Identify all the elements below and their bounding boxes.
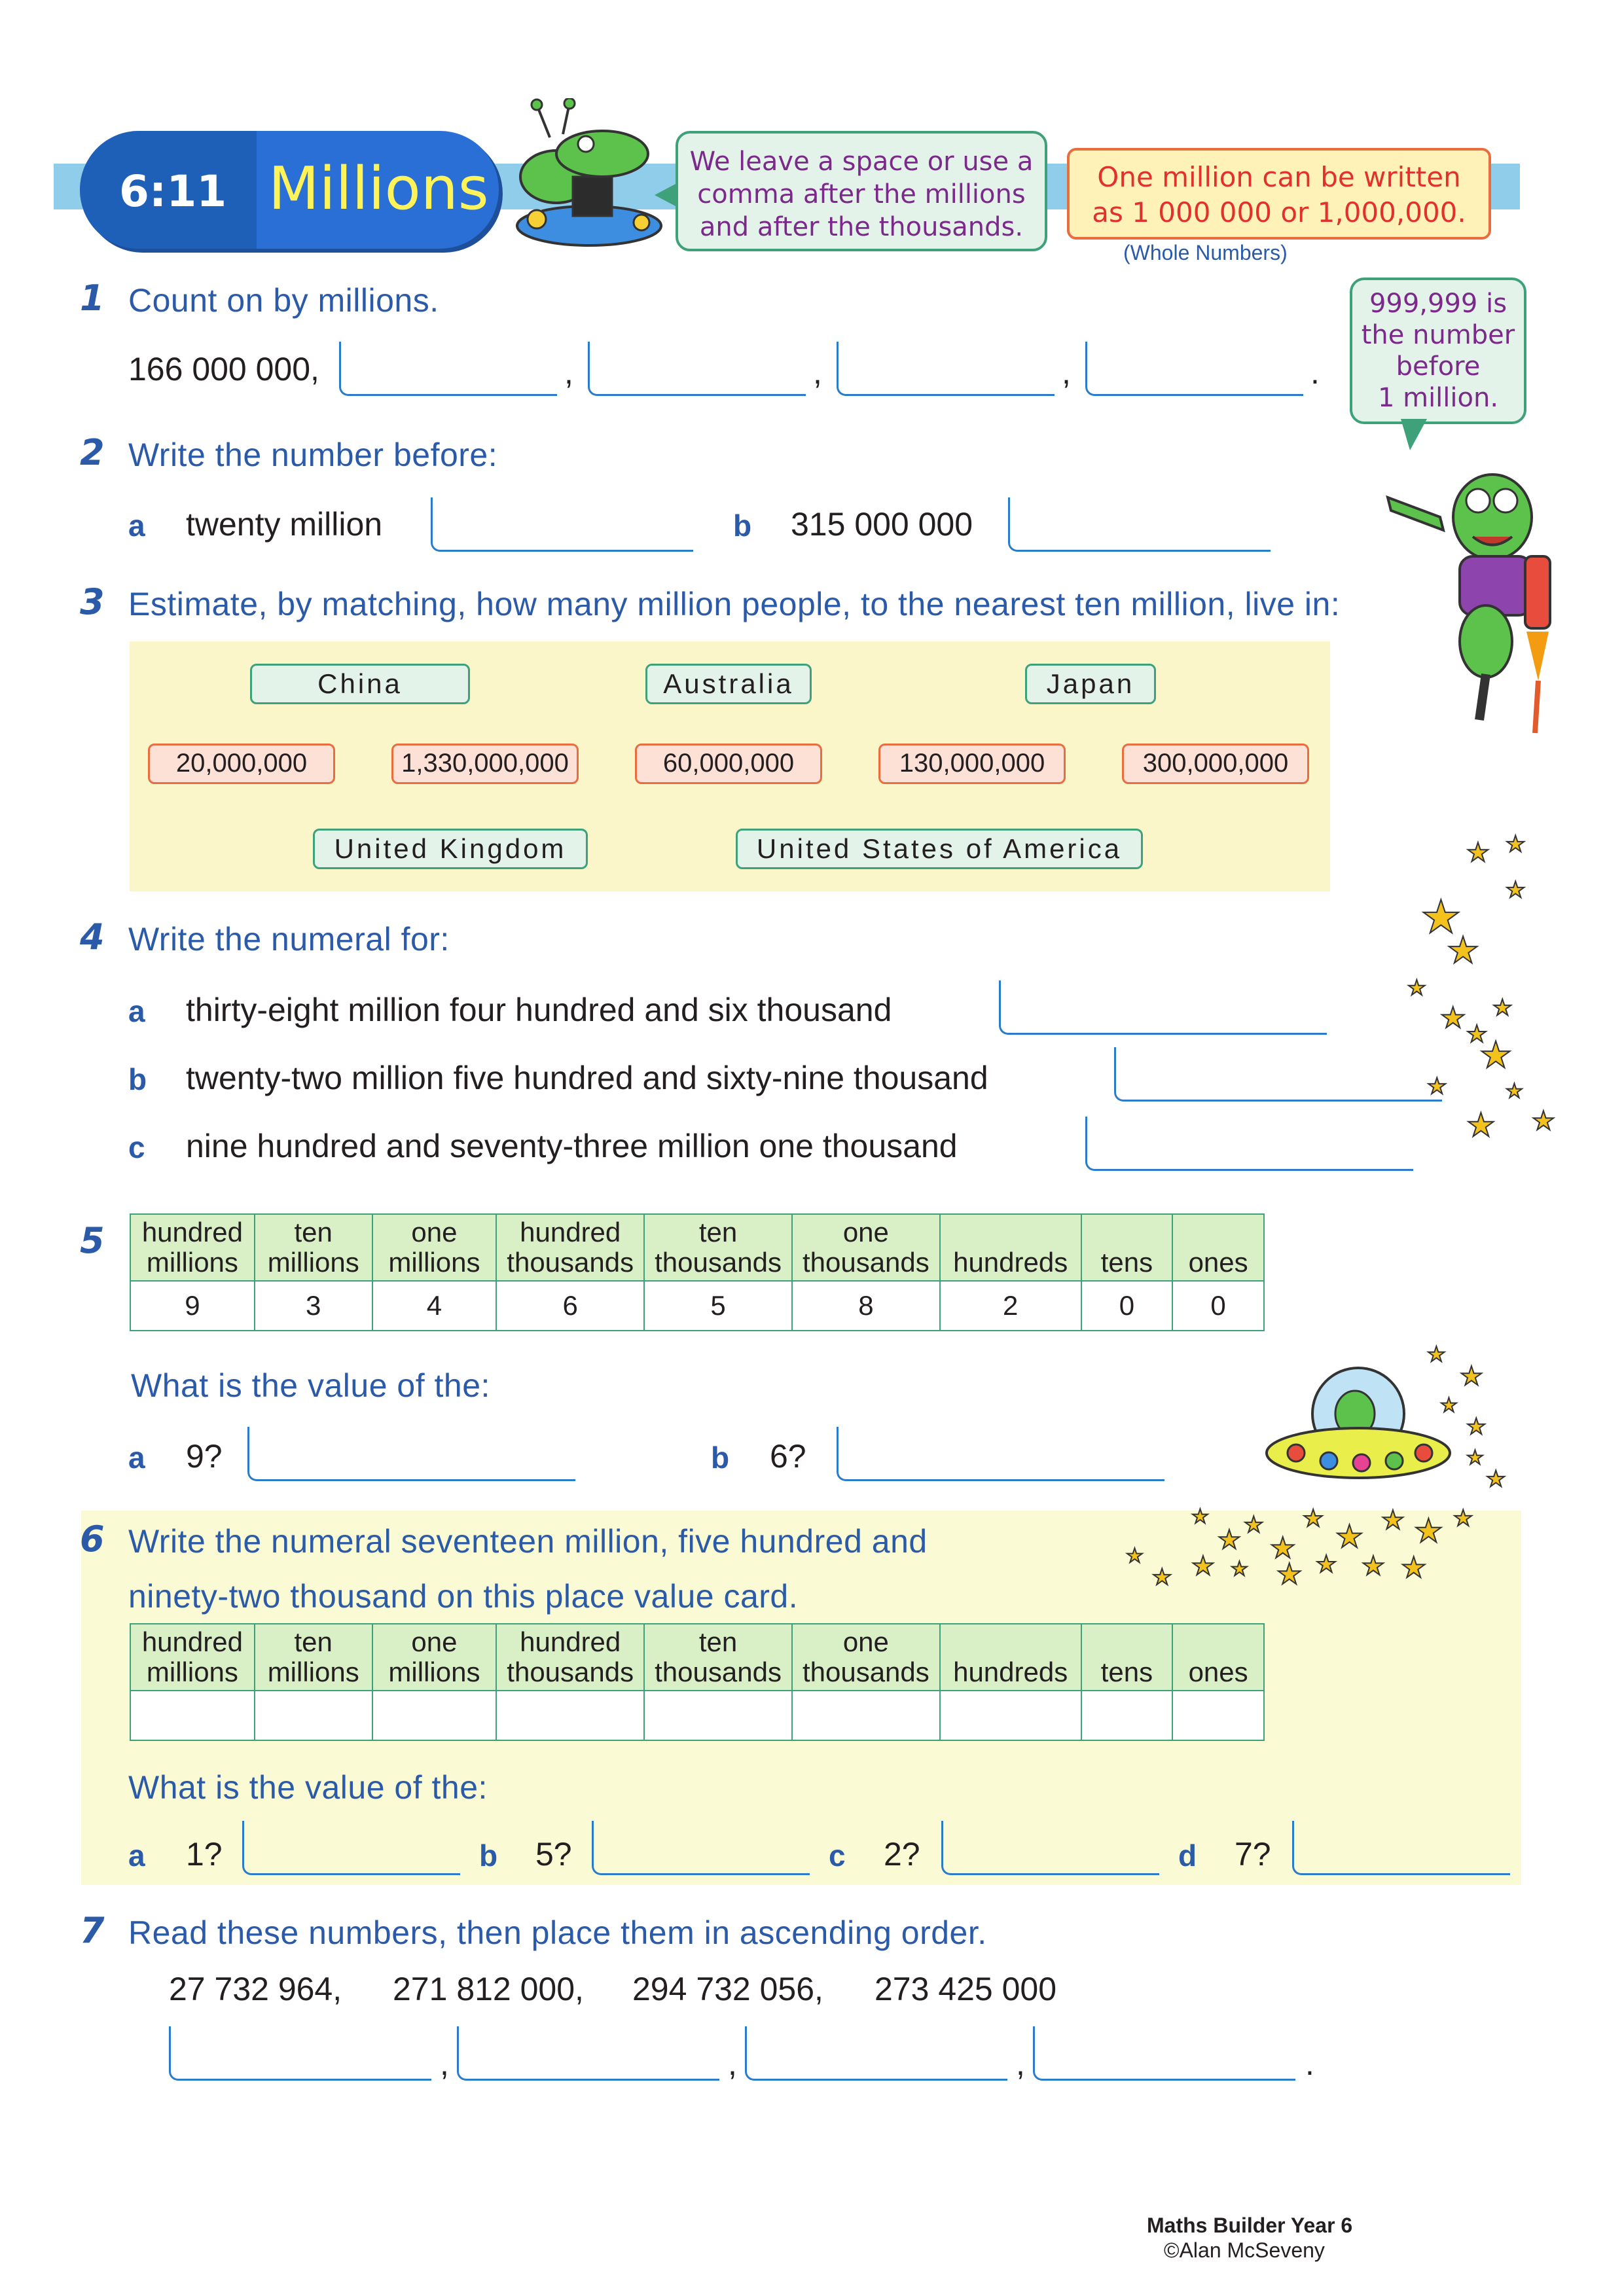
question-6-prompt-line1: Write the numeral seventeen million, five hundred and <box>128 1523 928 1560</box>
question-7-number: 7 <box>80 1910 105 1951</box>
q5-header-hundred-millions: hundred millions <box>130 1214 255 1281</box>
q6-header-hundred-millions: hundred millions <box>130 1624 255 1691</box>
star-icon: ★ <box>1506 831 1526 857</box>
q1-period: . <box>1310 354 1320 391</box>
side-tip-line2: the number <box>1361 320 1515 350</box>
q2-label-a: a <box>128 509 145 543</box>
star-icon: ★ <box>1420 890 1462 944</box>
q1-start-number: 166 000 000, <box>128 351 319 387</box>
star-icon: ★ <box>1506 877 1526 903</box>
q1-answer-box-3[interactable] <box>837 342 1055 396</box>
q6-answer-cell-8[interactable] <box>1081 1691 1173 1740</box>
q5-header-row <box>130 1214 1264 1281</box>
q6-header-one-thousands: one thousands <box>792 1624 940 1691</box>
side-tip-line3: before <box>1396 351 1481 382</box>
star-icon: ★ <box>1440 1001 1466 1035</box>
star-icon: ★ <box>1466 1106 1496 1144</box>
q6-answer-cell-1[interactable] <box>130 1691 255 1740</box>
q6-answer-cell-5[interactable] <box>644 1691 792 1740</box>
q6-answer-box-c[interactable] <box>941 1821 1159 1875</box>
side-tip-line1: 999,999 is <box>1369 289 1507 319</box>
q6-text-a: 1? <box>186 1836 223 1873</box>
q2-text-b: 315 000 000 <box>791 506 973 543</box>
star-icon: ★ <box>1407 975 1426 1000</box>
star-icon: ★ <box>1316 1551 1337 1578</box>
q5-digit-1: 9 <box>130 1281 255 1331</box>
question-4-number: 4 <box>80 916 105 958</box>
question-2-number: 2 <box>80 432 105 473</box>
q5-header-ten-millions: ten millions <box>255 1214 372 1281</box>
star-icon: ★ <box>1466 838 1490 868</box>
tip-box-million <box>1067 148 1491 240</box>
q7-comma-1: , <box>440 2045 449 2082</box>
q6-question: What is the value of the: <box>128 1769 488 1806</box>
star-icon: ★ <box>1453 1505 1473 1532</box>
q7-number-3: 294 732 056, <box>632 1971 823 2007</box>
q5-answer-box-b[interactable] <box>837 1427 1164 1481</box>
question-2-prompt: Write the number before: <box>128 437 498 473</box>
strand-label: (Whole Numbers) <box>1123 241 1288 264</box>
star-icon: ★ <box>1506 1080 1523 1103</box>
tip-bubble-separators <box>676 131 1047 251</box>
q6-text-b: 5? <box>535 1836 572 1873</box>
q6-answer-cell-4[interactable] <box>496 1691 644 1740</box>
q6-header-row <box>130 1624 1264 1691</box>
q6-header-hundreds: hundreds <box>940 1624 1081 1691</box>
star-icon: ★ <box>1303 1505 1324 1532</box>
q1-comma-3: , <box>1062 354 1071 391</box>
q4-text-c: nine hundred and seventy-three million one thousand <box>186 1128 958 1164</box>
q4-answer-box-a[interactable] <box>999 980 1327 1035</box>
q7-number-2: 271 812 000, <box>393 1971 584 2007</box>
star-icon: ★ <box>1218 1525 1241 1555</box>
q5-digit-row <box>130 1281 1264 1331</box>
q2-text-a: twenty million <box>186 506 383 543</box>
q6-label-b: b <box>479 1839 498 1873</box>
star-icon: ★ <box>1244 1512 1264 1538</box>
section-title: Millions <box>268 154 489 223</box>
q7-answer-box-2[interactable] <box>457 2026 719 2081</box>
q6-answer-cell-7[interactable] <box>940 1691 1081 1740</box>
q6-answer-box-a[interactable] <box>242 1821 460 1875</box>
q6-label-a: a <box>128 1839 145 1873</box>
q6-answer-box-b[interactable] <box>592 1821 810 1875</box>
q3-population-5[interactable]: 300,000,000 <box>1122 744 1309 784</box>
q3-country-australia[interactable]: Australia <box>645 664 812 704</box>
star-icon: ★ <box>1401 1551 1427 1585</box>
star-icon: ★ <box>1427 1342 1446 1367</box>
star-icon: ★ <box>1126 1545 1144 1568</box>
question-1-number: 1 <box>80 278 105 319</box>
q6-header-ten-thousands: ten thousands <box>644 1624 792 1691</box>
q4-label-c: c <box>128 1130 145 1164</box>
q7-number-1: 27 732 964, <box>169 1971 342 2007</box>
q5-digit-8: 0 <box>1081 1281 1173 1331</box>
q7-comma-3: , <box>1016 2045 1025 2082</box>
q7-answer-box-1[interactable] <box>169 2026 431 2081</box>
q6-text-d: 7? <box>1235 1836 1271 1873</box>
q4-label-b: b <box>128 1062 147 1096</box>
q6-answer-row <box>130 1691 1264 1740</box>
q5-header-hundred-thousands: hundred thousands <box>496 1214 644 1281</box>
side-tip-line4: 1 million. <box>1377 383 1499 413</box>
tip-left-line2: comma after the millions <box>697 179 1026 209</box>
q7-number-4: 273 425 000 <box>875 1971 1057 2007</box>
star-icon: ★ <box>1270 1532 1296 1565</box>
q3-country-china[interactable]: China <box>250 664 470 704</box>
question-3-number: 3 <box>80 581 105 622</box>
q3-country-uk[interactable]: United Kingdom <box>313 829 588 869</box>
star-icon: ★ <box>1381 1505 1405 1535</box>
q5-header-one-thousands: one thousands <box>792 1214 940 1281</box>
q6-answer-cell-9[interactable] <box>1172 1691 1264 1740</box>
q6-header-ten-millions: ten millions <box>255 1624 372 1691</box>
q5-question: What is the value of the: <box>131 1367 490 1404</box>
q5-text-b: 6? <box>770 1438 806 1475</box>
q3-country-japan[interactable]: Japan <box>1025 664 1156 704</box>
star-icon: ★ <box>1466 1021 1488 1048</box>
q5-label-b: b <box>711 1441 730 1475</box>
q5-digit-6: 8 <box>792 1281 940 1331</box>
star-icon: ★ <box>1492 995 1513 1021</box>
star-icon: ★ <box>1427 1073 1447 1100</box>
q5-digit-5: 5 <box>644 1281 792 1331</box>
star-icon: ★ <box>1191 1505 1209 1528</box>
q6-label-d: d <box>1178 1839 1197 1873</box>
q5-digit-9: 0 <box>1172 1281 1264 1331</box>
q5-header-hundreds: hundreds <box>940 1214 1081 1281</box>
star-icon: ★ <box>1466 1414 1487 1440</box>
question-3-prompt: Estimate, by matching, how many million people, to the nearest ten million, live in: <box>128 586 1341 622</box>
q5-label-a: a <box>128 1441 145 1475</box>
star-icon: ★ <box>1466 1446 1484 1469</box>
q5-header-tens: tens <box>1081 1214 1173 1281</box>
q5-header-ones: ones <box>1172 1214 1264 1281</box>
alien-spaceship-illustration <box>1263 1361 1453 1492</box>
q6-answer-box-d[interactable] <box>1292 1821 1510 1875</box>
star-icon: ★ <box>1440 1394 1458 1417</box>
q2-label-b: b <box>733 509 752 543</box>
q6-text-c: 2? <box>884 1836 920 1873</box>
side-tip-bubble <box>1350 278 1526 424</box>
star-icon: ★ <box>1460 1361 1483 1391</box>
star-icon: ★ <box>1276 1558 1303 1591</box>
q1-comma-1: , <box>564 354 573 391</box>
q1-comma-2: , <box>813 354 822 391</box>
section-badge <box>80 131 499 249</box>
q5-text-a: 9? <box>186 1438 223 1475</box>
q7-answer-box-4[interactable] <box>1033 2026 1295 2081</box>
question-5-number: 5 <box>80 1220 105 1261</box>
q6-answer-cell-6[interactable] <box>792 1691 940 1740</box>
tip-right-line2: as 1 000 000 or 1,000,000. <box>1092 196 1466 228</box>
q1-answer-box-1[interactable] <box>339 342 557 396</box>
q7-comma-2: , <box>728 2045 737 2082</box>
q6-answer-cell-3[interactable] <box>372 1691 497 1740</box>
q6-header-hundred-thousands: hundred thousands <box>496 1624 644 1691</box>
q3-population-1[interactable]: 20,000,000 <box>148 744 335 784</box>
q5-digit-7: 2 <box>940 1281 1081 1331</box>
q6-header-ones: ones <box>1172 1624 1264 1691</box>
section-number: 6:11 <box>119 166 227 217</box>
question-6-prompt-line2: ninety-two thousand on this place value card. <box>128 1578 799 1615</box>
tip-bubble-pointer <box>655 183 677 207</box>
q4-answer-box-b[interactable] <box>1114 1047 1442 1102</box>
star-icon: ★ <box>1191 1551 1215 1581</box>
q5-header-one-millions: one millions <box>372 1214 497 1281</box>
q1-answer-box-2[interactable] <box>588 342 806 396</box>
q6-place-value-card <box>130 1623 1265 1741</box>
q4-text-a: thirty-eight million four hundred and six thousand <box>186 992 892 1028</box>
q6-header-tens: tens <box>1081 1624 1173 1691</box>
q5-header-ten-thousands: ten thousands <box>644 1214 792 1281</box>
star-icon: ★ <box>1479 1034 1513 1077</box>
star-icon: ★ <box>1414 1512 1443 1550</box>
q6-header-one-millions: one millions <box>372 1624 497 1691</box>
q6-label-c: c <box>829 1839 846 1873</box>
tip-right-line1: One million can be written <box>1097 161 1461 193</box>
q3-country-usa[interactable]: United States of America <box>736 829 1143 869</box>
q5-digit-4: 6 <box>496 1281 644 1331</box>
q2-answer-box-a[interactable] <box>431 497 693 552</box>
tip-left-line3: and after the thousands. <box>699 212 1024 242</box>
q4-answer-box-c[interactable] <box>1085 1117 1413 1171</box>
alien-on-ufo-illustration <box>511 98 668 249</box>
star-icon: ★ <box>1152 1564 1172 1590</box>
pointing-alien-with-jetpack-illustration <box>1381 445 1578 753</box>
star-icon: ★ <box>1447 929 1480 972</box>
footer-copyright: ©Alan McSeveny <box>1164 2238 1325 2262</box>
q6-answer-cell-2[interactable] <box>255 1691 372 1740</box>
star-icon: ★ <box>1486 1466 1506 1492</box>
q5-digit-3: 4 <box>372 1281 497 1331</box>
q3-population-2[interactable]: 1,330,000,000 <box>391 744 579 784</box>
star-icon: ★ <box>1335 1518 1364 1555</box>
question-4-prompt: Write the numeral for: <box>128 921 450 958</box>
question-6-number: 6 <box>80 1518 105 1560</box>
tip-left-line1: We leave a space or use a <box>689 147 1034 177</box>
q2-answer-box-b[interactable] <box>1008 497 1271 552</box>
q1-answer-box-4[interactable] <box>1085 342 1303 396</box>
question-1-prompt: Count on by millions. <box>128 282 439 319</box>
star-icon: ★ <box>1362 1551 1385 1581</box>
q7-period: . <box>1305 2045 1314 2082</box>
q3-population-3[interactable]: 60,000,000 <box>635 744 822 784</box>
footer-book-title: Maths Builder Year 6 <box>1147 2214 1353 2237</box>
star-icon: ★ <box>1532 1106 1555 1136</box>
q5-digit-2: 3 <box>255 1281 372 1331</box>
q5-answer-box-a[interactable] <box>247 1427 575 1481</box>
q5-place-value-table <box>130 1213 1265 1331</box>
q7-answer-box-3[interactable] <box>745 2026 1007 2081</box>
question-7-prompt: Read these numbers, then place them in ascending order. <box>128 1914 987 1951</box>
q4-label-a: a <box>128 994 145 1028</box>
star-icon: ★ <box>1231 1558 1248 1581</box>
q3-population-4[interactable]: 130,000,000 <box>878 744 1066 784</box>
q4-text-b: twenty-two million five hundred and sixty-nine thousand <box>186 1060 988 1096</box>
